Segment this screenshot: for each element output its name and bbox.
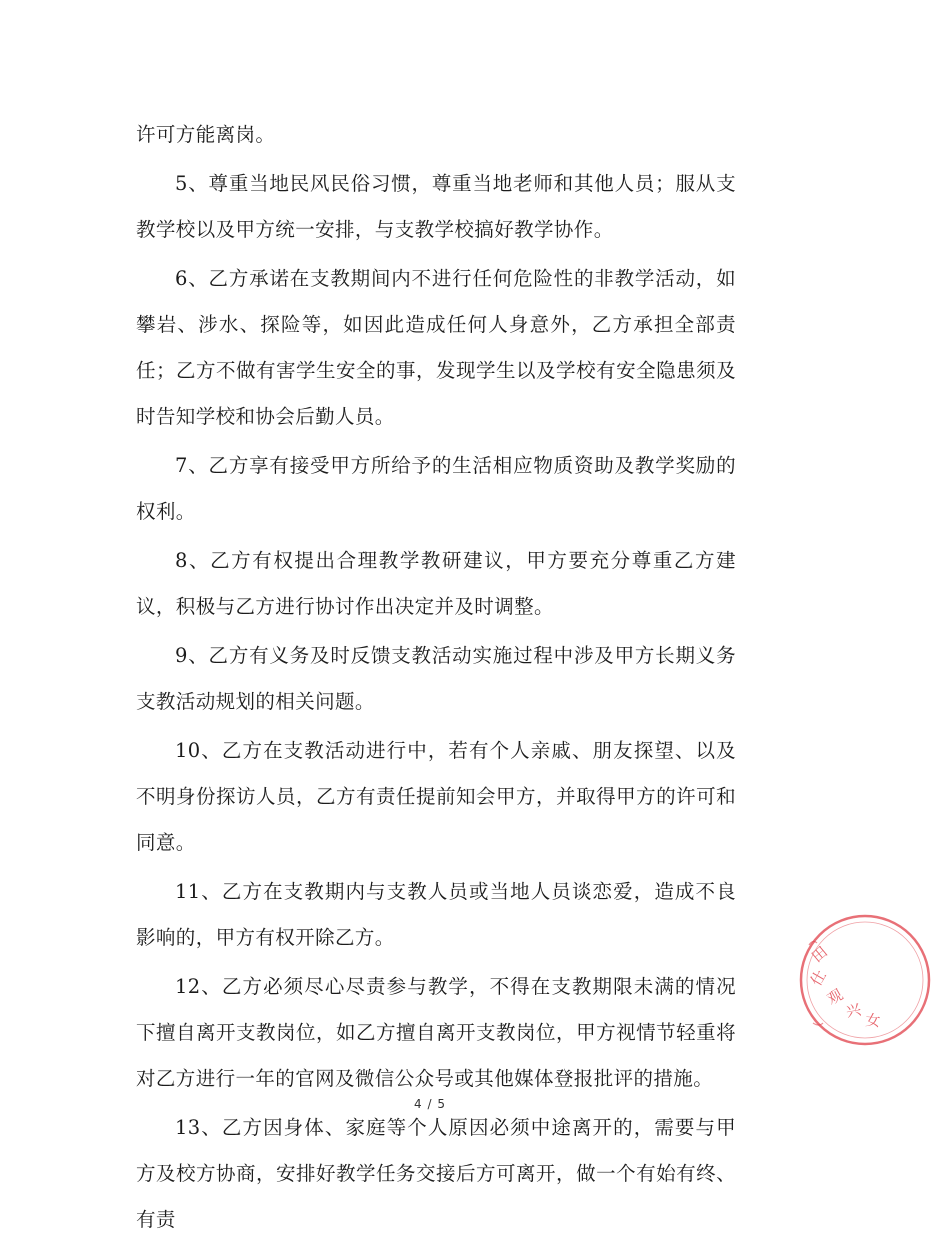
paragraph-clause-10: 10、乙方在支教活动进行中，若有个人亲戚、朋友探望、以及不明身份探访人员，乙方有责任提前知会甲方，并取得甲方的许可和同意。 (136, 739, 736, 854)
paragraph-clause-5: 5、尊重当地民风民俗习惯，尊重当地老师和其他人员；服从支教学校以及甲方统一安排，与支教学校搞好教学协作。 (136, 172, 736, 241)
paragraph-clause-6: 6、乙方承诺在支教期间内不进行任何危险性的非教学活动，如攀岩、涉水、探险等，如因此造成任何人身意外，乙方承担全部责任；乙方不做有害学生安全的事，发现学生以及学校有安全隐患须及时告知学校和协会后勤人员。 (136, 267, 736, 428)
paragraph-clause-13: 13、乙方因身体、家庭等个人原因必须中途离开的，需要与甲方及校方协商，安排好教学任务交接后方可离开，做一个有始有终、有责 (136, 1116, 736, 1231)
paragraph-clause-12: 12、乙方必须尽心尽责参与教学，不得在支教期限未满的情况下擅自离开支教岗位，如乙方擅自离开支教岗位，甲方视情节轻重将对乙方进行一年的官网及微信公众号或其他媒体登报批评的措施。 (136, 975, 736, 1090)
svg-text:观: 观 (824, 985, 847, 1009)
paragraph-clause-8: 8、乙方有权提出合理教学教研建议，甲方要充分尊重乙方建议，积极与乙方进行协讨作出决定并及时调整。 (136, 549, 736, 618)
paragraph-clause-7: 7、乙方享有接受甲方所给予的生活相应物质资助及教学奖励的权利。 (136, 454, 736, 523)
page-number: 4 / 5 (414, 1097, 446, 1111)
svg-text:兴: 兴 (844, 1000, 863, 1021)
red-seal-stamp (795, 905, 935, 1055)
document-body (136, 112, 736, 1243)
paragraph-clause-9: 9、乙方有义务及时反馈支教活动实施过程中涉及甲方长期义务支教活动规划的相关问题。 (136, 644, 736, 713)
svg-text:田: 田 (808, 942, 832, 967)
paragraph-clause-11: 11、乙方在支教期内与支教人员或当地人员谈恋爱，造成不良影响的，甲方有权开除乙方。 (136, 880, 736, 949)
svg-text:仕: 仕 (806, 966, 830, 989)
svg-text:女: 女 (864, 1011, 882, 1031)
paragraph-continuation: 许可方能离岗。 (136, 123, 276, 146)
